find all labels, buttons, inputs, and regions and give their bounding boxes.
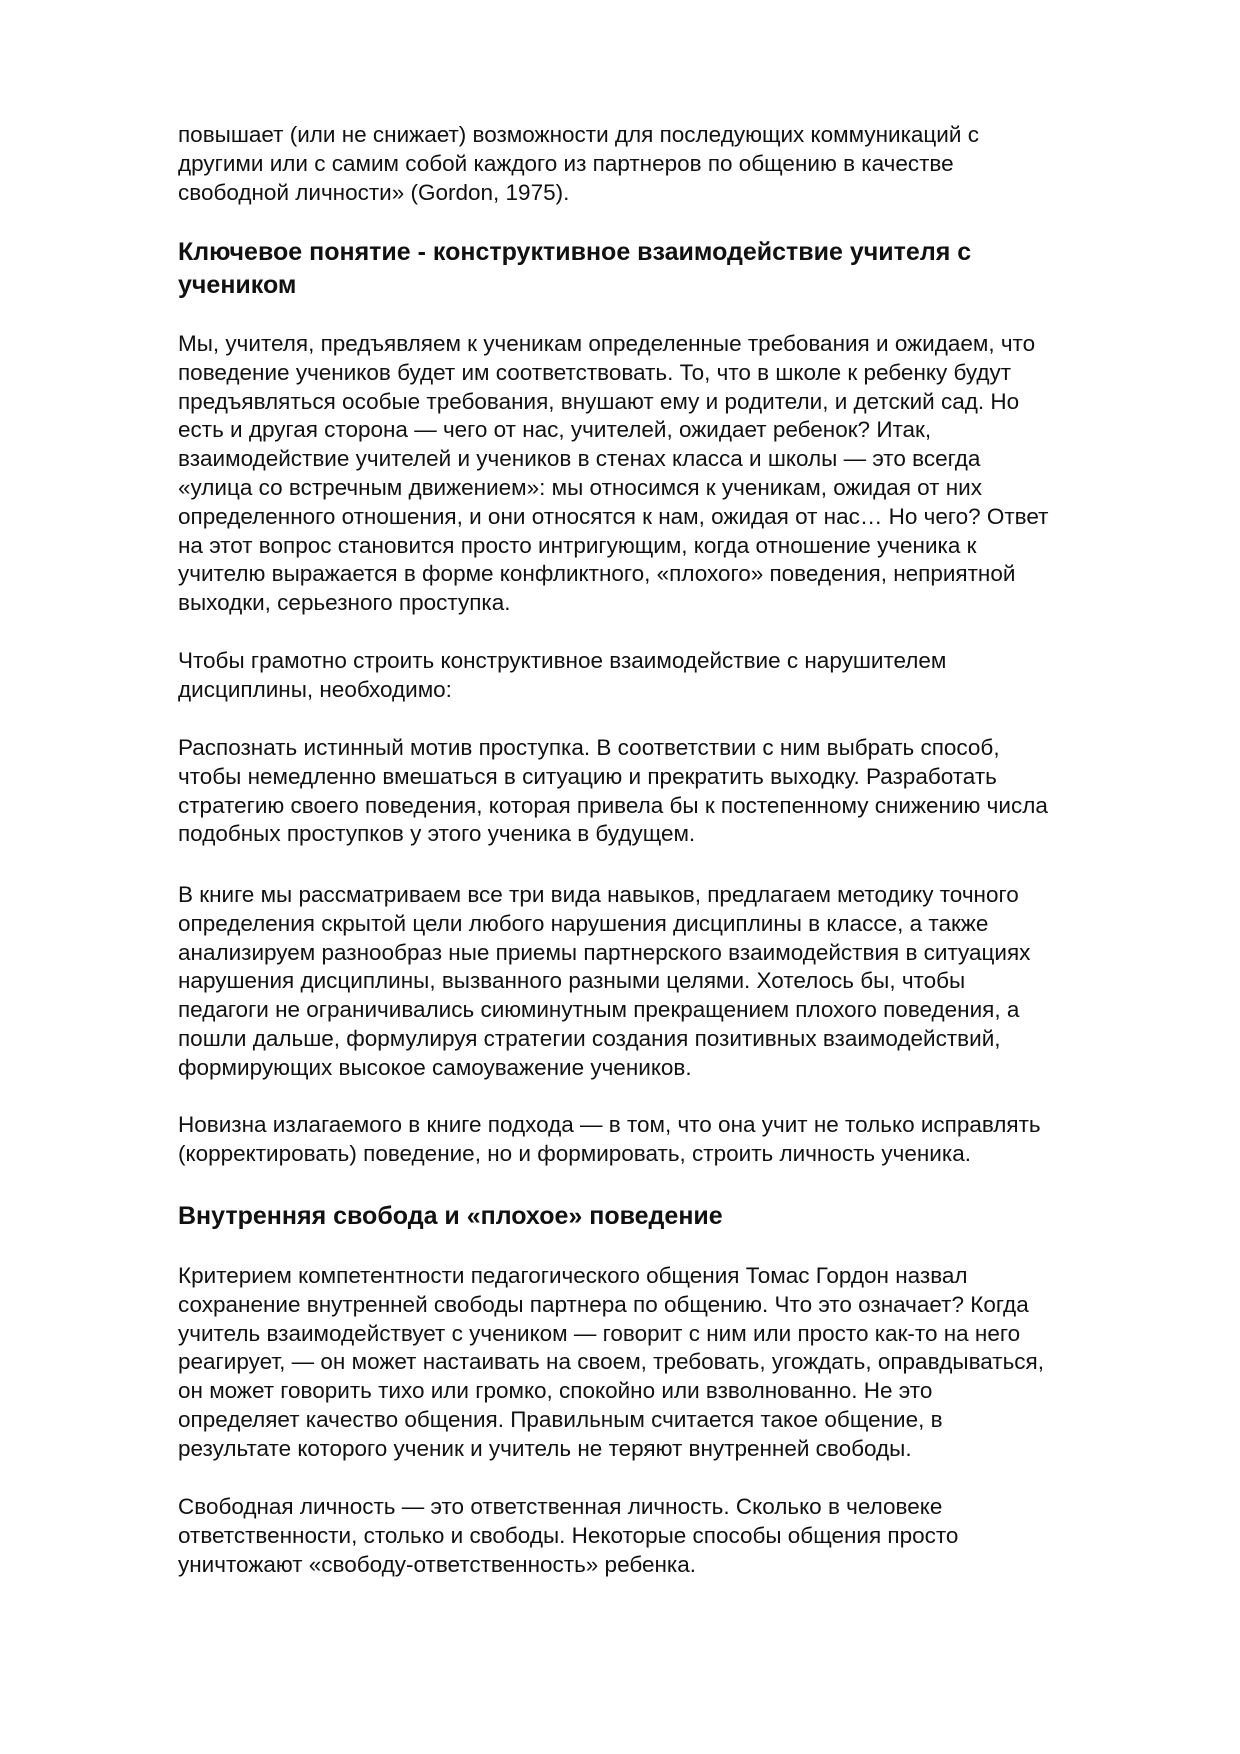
paragraph [178,1493,1178,1579]
text-line: Распознать истинный мотив проступка. В соответствии с ним выбрать способ, [178,735,1000,760]
text-line: определяет качество общения. Правильным считается такое общение, в [178,1406,943,1432]
paragraph [178,330,1178,618]
section-heading [178,236,1178,302]
text-line: Чтобы грамотно строить конструктивное взаимодействие с нарушителем [178,648,947,673]
text-line: В книге мы рассматриваем все три вида навыков, предлагаем методику точного [178,882,1019,907]
text-line: выходки, серьезного проступка. [178,590,511,616]
text-line: есть и другая сторона — чего от нас, учителей, ожидает ребенок? Итак, [178,417,932,443]
text-line: учитель взаимодействует с учеником — говорит с ним или просто как-то на него [178,1320,1021,1346]
text-line: Мы, учителя, предъявляем к ученикам определенные требования и ожидаем, что [178,331,1036,356]
text-line: анализируем разнообраз ные приемы партнерского взаимодействия в ситуациях [178,939,1031,965]
text-line: он может говорить тихо или громко, спокойно или взволнованно. Не это [178,1378,933,1404]
text-line: Критерием компетентности педагогического общения Томас Гордон назвал [178,1263,968,1288]
text-line: подобных проступков у этого ученика в будущем. [178,821,696,847]
text-line: педагоги не ограничивались сиюминутным прекращением плохого поведения, а [178,997,1020,1023]
text-line: учеником [178,271,297,299]
text-line: определенного отношения, и они относятся к нам, ожидая от нас… Но чего? Ответ [178,503,1049,529]
text-line: Свободная личность — это ответственная личность. Сколько в человеке [178,1494,943,1519]
text-line: свободной личности» (Gordon, 1975). [178,179,570,205]
text-line: предъявляться особые требования, внушают ему и родители, и детский сад. Но [178,388,1020,414]
paragraph [178,647,1178,705]
paragraph [178,734,1178,849]
text-line: стратегию своего поведения, которая привела бы к постепенному снижению числа [178,792,1048,818]
text-line: определения скрытой цели любого нарушения дисциплины в классе, а также [178,910,989,936]
text-line: другими или с самим собой каждого из партнеров по общению в качестве [178,150,954,176]
text-line: дисциплины, необходимо: [178,676,452,702]
text-line: результате которого ученик и учитель не теряют внутренней свободы. [178,1435,912,1461]
text-line: учителю выражается в форме конфликтного, «плохого» поведения, неприятной [178,561,1016,587]
text-line: взаимодействие учителей и учеников в стенах класса и школы — это всегда [178,446,981,472]
text-line: Ключевое понятие - конструктивное взаимодействие учителя с [178,238,972,266]
text-line: на этот вопрос становится просто интригующим, когда отношение ученика к [178,532,977,558]
text-line: повышает (или не снижает) возможности для последующих коммуникаций с [178,122,979,147]
text-line: Новизна излагаемого в книге подхода — в том, что она учит не только исправлять [178,1112,1041,1137]
text-line: пошли дальше, формулируя стратегии создания позитивных взаимодействий, [178,1025,1001,1051]
text-line: сохранение внутренней свободы партнера по общению. Что это означает? Когда [178,1291,1029,1317]
section-heading [178,1200,1178,1233]
text-line: уничтожают «свободу-ответственность» ребенка. [178,1551,697,1577]
text-line: чтобы немедленно вмешаться в ситуацию и прекратить выходку. Разработать [178,763,997,789]
paragraph [178,121,1178,207]
paragraph [178,1262,1178,1464]
text-line: формирующих высокое самоуважение учеников. [178,1054,692,1080]
paragraph [178,1111,1178,1169]
text-line: Внутренняя свобода и «плохое» поведение [178,1202,723,1230]
text-line: (корректировать) поведение, но и формировать, строить личность ученика. [178,1140,971,1166]
paragraph [178,881,1178,1083]
text-line: «улица со встречным движением»: мы относимся к ученикам, ожидая от них [178,474,982,500]
text-line: нарушения дисциплины, вызванного разными целями. Хотелось бы, чтобы [178,968,966,994]
text-line: реагирует, — он может настаивать на своем, требовать, угождать, оправдываться, [178,1349,1044,1375]
text-line: поведение учеников будет им соответствовать. То, что в школе к ребенку будут [178,359,1012,385]
text-line: ответственности, столько и свободы. Некоторые способы общения просто [178,1522,959,1548]
